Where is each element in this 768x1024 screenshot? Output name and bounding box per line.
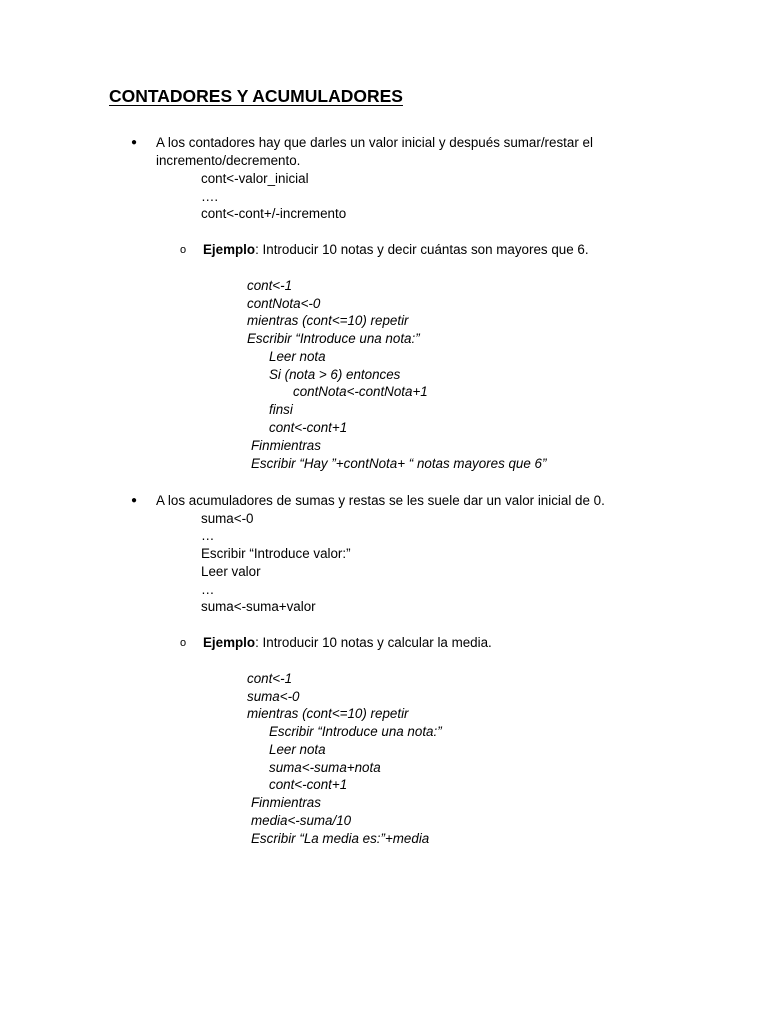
example1-code-line: contNota<-contNota+1 [293, 384, 428, 399]
section1-code-line: …. [201, 189, 219, 204]
example1-code-line: contNota<-0 [247, 296, 321, 311]
example1-code-line: Leer nota [269, 349, 326, 364]
example1-code-line: cont<-cont+1 [269, 420, 348, 435]
section2-code-line: … [201, 528, 215, 543]
example1-code-line: finsi [269, 402, 293, 417]
example-text: : Introducir 10 notas y decir cuántas son mayores que 6. [255, 242, 589, 257]
example1-code-line: cont<-1 [247, 278, 293, 293]
section2-text-line1: A los acumuladores de sumas y restas se les suele dar un valor inicial de 0. [156, 493, 605, 508]
circle-bullet-icon: o [180, 244, 187, 256]
section2-example [203, 634, 492, 652]
example-label: Ejemplo [203, 242, 256, 257]
example2-code-line: Finmientras [251, 795, 321, 810]
section1-code-line: cont<-valor_inicial [201, 171, 309, 186]
example2-code-line: cont<-cont+1 [269, 777, 348, 792]
bullet-icon: ● [131, 137, 138, 148]
section2-code-line: Leer valor [201, 564, 261, 579]
page-title: CONTADORES Y ACUMULADORES [109, 86, 403, 106]
example2-code-line: Escribir “La media es:”+media [251, 831, 430, 846]
section1-text-line2: incremento/decremento. [156, 153, 301, 168]
example2-code-line: suma<-suma+nota [269, 760, 381, 775]
example1-code-line: mientras (cont<=10) repetir [247, 313, 409, 328]
example-text: : Introducir 10 notas y calcular la media. [255, 635, 492, 650]
section1-example [203, 241, 589, 259]
section2-code-line: … [201, 582, 215, 597]
example-label: Ejemplo [203, 635, 256, 650]
example2-code-line: mientras (cont<=10) repetir [247, 706, 409, 721]
section2-code-line: suma<-suma+valor [201, 599, 316, 614]
section1-text-line1: A los contadores hay que darles un valor inicial y después sumar/restar el [156, 135, 593, 150]
section2-code-line: Escribir “Introduce valor:” [201, 546, 351, 561]
example1-code-line: Escribir “Introduce una nota:” [247, 331, 420, 346]
example1-code-line: Escribir “Hay ”+contNota+ “ notas mayores que 6” [251, 456, 547, 471]
example1-code-line: Finmientras [251, 438, 321, 453]
circle-bullet-icon: o [180, 637, 187, 649]
example2-code-line: media<-suma/10 [251, 813, 352, 828]
example2-code-line: Leer nota [269, 742, 326, 757]
example2-code-line: cont<-1 [247, 671, 293, 686]
bullet-icon: ● [131, 495, 138, 506]
example2-code-line: suma<-0 [247, 689, 300, 704]
section1-code-line: cont<-cont+/-incremento [201, 206, 347, 221]
example2-code-line: Escribir “Introduce una nota:” [269, 724, 442, 739]
example1-code-line: Si (nota > 6) entonces [269, 367, 401, 382]
section2-code-line: suma<-0 [201, 511, 254, 526]
